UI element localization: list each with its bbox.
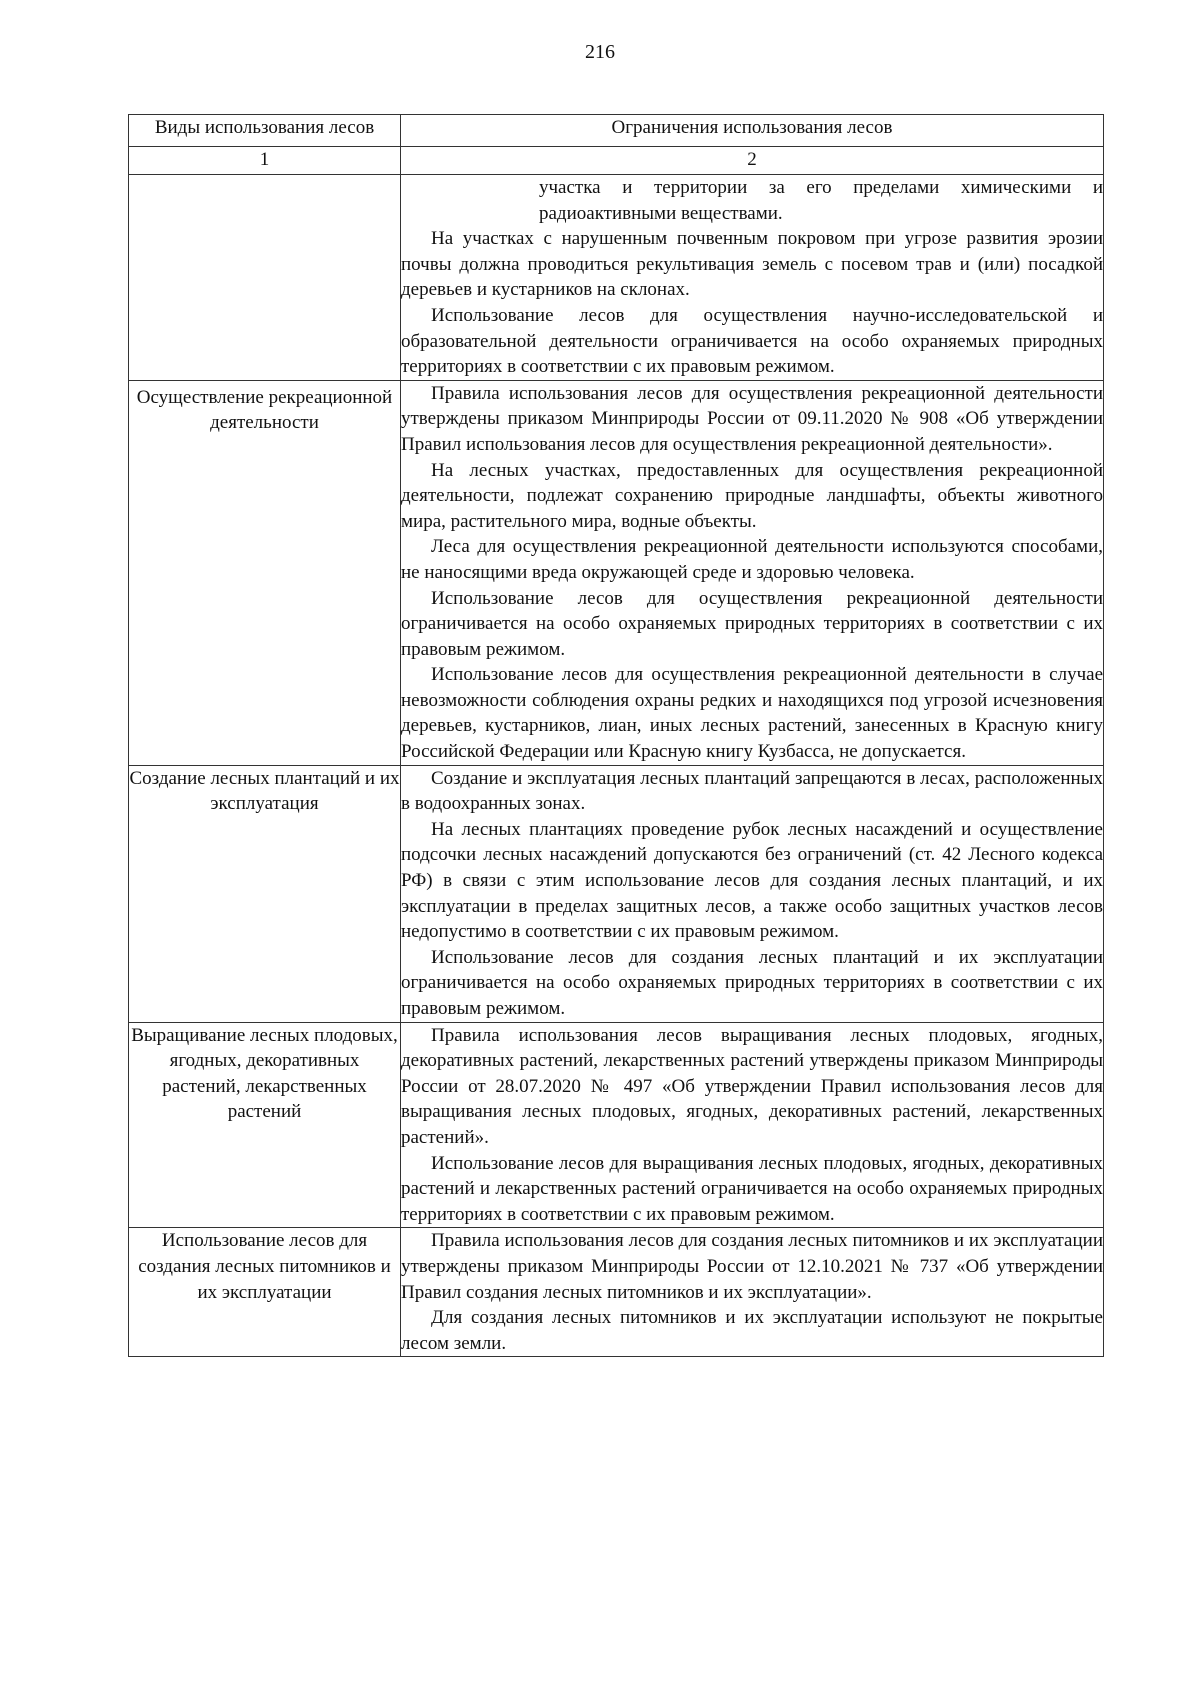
- limitation-paragraph: Использование лесов для осуществления научно-исследовательской и образовательной деятельности ограничивается на особо охраняемых природных территориях в соответствии с их правовым режимом.: [401, 304, 1103, 378]
- use-type-cell: Выращивание лесных плодовых, ягодных, декоративных растений, лекарственных растений: [129, 1022, 401, 1228]
- limitation-paragraph: Использование лесов для осуществления рекреационной деятельности ограничивается на особо охраняемых природных территориях в соответствии с их правовым режимом.: [401, 587, 1103, 660]
- use-type-cell: Осуществление рекреационной деятельности: [129, 380, 401, 765]
- limitation-cell: [401, 765, 1104, 1022]
- column-number-row: [129, 147, 1104, 175]
- limitation-paragraph: Использование лесов для создания лесных плантаций и их эксплуатации ограничивается на особо охраняемых природных территориях в соответствии с их правовым режимом.: [401, 946, 1103, 1019]
- limitation-paragraph: Правила использования лесов выращивания лесных плодовых, ягодных, декоративных растений, лекарственных растений утверждены приказом Минприроды России от 28.07.2020 № 497 «Об утверждении Правил использования лесов для выращивания лесных плодовых, ягодных, декоративных растений, лекарственных растений».: [401, 1024, 1103, 1148]
- limitation-paragraph: Использование лесов для выращивания лесных плодовых, ягодных, декоративных растений и лекарственных растений ограничивается на особо охраняемых природных территориях в соответствии с их правовым режимом.: [401, 1152, 1103, 1225]
- limitation-paragraph: На лесных плантациях проведение рубок лесных насаждений и осуществление подсочки лесных насаждений допускаются без ограничений (ст. 42 Лесного кодекса РФ) в связи с этим использование лесов для создания лесных плантаций, и их эксплуатации в пределах защитных лесов, а также особо защитных участков лесов недопустимо в соответствии с их правовым режимом.: [401, 818, 1103, 943]
- table-row-plantations: [129, 765, 1104, 1022]
- table-row-continuation: [129, 175, 1104, 381]
- limitation-cell: [401, 380, 1104, 765]
- limitation-paragraph: Правила использования лесов для создания лесных питомников и их эксплуатации утверждены приказом Минприроды России от 12.10.2021 № 737 «Об утверждении Правил создания лесных питомников и их эксплуатации».: [401, 1230, 1103, 1303]
- column-header-limitations: Ограничения использования лесов: [401, 115, 1104, 147]
- limitation-paragraph: Для создания лесных питомников и их эксплуатации используют не покрытые лесом земли.: [401, 1307, 1103, 1354]
- forest-use-limitations-table: [128, 114, 1104, 1357]
- limitation-cell: [401, 175, 1104, 381]
- limitation-paragraph: На лесных участках, предоставленных для осуществления рекреационной деятельности, подлежат сохранению природные ландшафты, объекты животного мира, растительного мира, водные объекты.: [401, 459, 1103, 532]
- limitation-paragraph: Леса для осуществления рекреационной деятельности используются способами, не наносящими вреда окружающей среде и здоровью человека.: [401, 536, 1103, 583]
- use-type-cell: [129, 175, 401, 381]
- table-header-row: [129, 115, 1104, 147]
- limitation-paragraph: Создание и эксплуатация лесных плантаций запрещаются в лесах, расположенных в водоохранных зонах.: [401, 767, 1103, 815]
- column-number-2: 2: [401, 147, 1104, 175]
- limitation-cell: [401, 1228, 1104, 1357]
- page-number: 216: [585, 41, 615, 63]
- limitation-paragraph: Использование лесов для осуществления рекреационной деятельности в случае невозможности соблюдения охраны редких и находящихся под угрозой исчезновения деревьев, кустарников, лиан, иных лесных растений, занесенных в Красную книгу Российской Федерации или Красную книгу Кузбасса, не допускается.: [401, 664, 1103, 763]
- continued-paragraph: участка и территории за его пределами химическими и радиоактивными веществами.: [539, 177, 1103, 224]
- table-row-recreation: [129, 380, 1104, 765]
- use-type-cell: Создание лесных плантаций и их эксплуатация: [129, 765, 401, 1022]
- limitation-paragraph: Правила использования лесов для осуществления рекреационной деятельности утверждены приказом Минприроды России от 09.11.2020 № 908 «Об утверждении Правил использования лесов для осуществления рекреационной деятельности».: [401, 382, 1103, 455]
- limitation-cell: [401, 1022, 1104, 1228]
- table-row-nurseries: [129, 1228, 1104, 1357]
- column-number-1: 1: [129, 147, 401, 175]
- table-row-cultivation: [129, 1022, 1104, 1228]
- use-type-cell: Использование лесов для создания лесных питомников и их эксплуатации: [129, 1228, 401, 1357]
- limitation-paragraph: На участках с нарушенным почвенным покровом при угрозе развития эрозии почвы должна проводиться рекультивация земель с посевом трав и (или) посадкой деревьев и кустарников на склонах.: [401, 228, 1103, 301]
- column-header-use-types: Виды использования лесов: [129, 115, 401, 147]
